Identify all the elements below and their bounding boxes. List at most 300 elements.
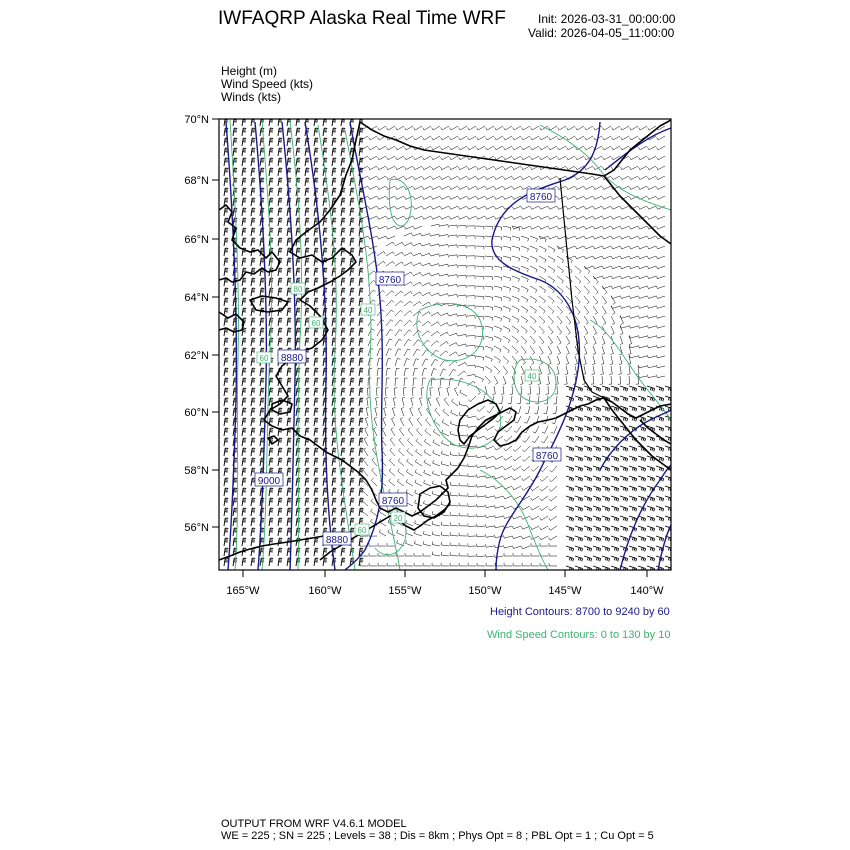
wind-barb <box>420 398 423 407</box>
wind-barb <box>386 349 392 356</box>
wind-contour <box>590 320 671 420</box>
wind-barb <box>432 552 440 556</box>
wind-barb <box>233 508 237 516</box>
wind-barb <box>639 266 648 269</box>
wind-barb <box>359 448 363 456</box>
wind-barb <box>620 516 628 521</box>
wind-barb <box>558 156 566 160</box>
wind-barb <box>530 336 535 344</box>
wind-barb <box>639 375 648 378</box>
wind-barb <box>332 298 336 306</box>
wind-barb <box>612 126 620 130</box>
wind-barb <box>382 428 386 436</box>
wind-barb <box>413 330 421 336</box>
wind-barb <box>251 138 255 146</box>
wind-barb <box>540 486 548 491</box>
wind-barb <box>477 436 486 439</box>
wind-barb <box>415 480 422 486</box>
wind-barb <box>593 406 601 411</box>
wind-barb <box>368 290 376 296</box>
wind-barb <box>521 346 526 354</box>
wind-barb <box>621 136 629 140</box>
wind-barb <box>513 176 522 180</box>
wind-barb <box>251 488 255 496</box>
wind-barb <box>396 156 404 160</box>
wind-barb <box>323 558 327 566</box>
wind-barb <box>359 278 363 286</box>
wind-barb <box>548 316 554 324</box>
wind-barb <box>396 563 404 566</box>
wind-barb <box>305 158 309 166</box>
wind-barb <box>477 166 486 170</box>
wind-barb <box>477 176 486 180</box>
wind-barb <box>535 396 539 404</box>
wind-barb <box>443 409 449 416</box>
wind-barb <box>449 361 457 366</box>
wind-barb <box>548 346 552 355</box>
wind-barb <box>602 556 610 561</box>
wind-barb <box>477 146 486 150</box>
wind-barb <box>314 128 318 136</box>
wind-barb <box>494 376 498 384</box>
wind-barb <box>621 226 630 229</box>
wind-barb <box>441 156 449 160</box>
wind-barb <box>540 156 548 160</box>
wind-barb <box>341 288 345 296</box>
wind-barb <box>513 166 522 170</box>
wind-barb <box>242 408 246 416</box>
wind-barb <box>422 234 431 237</box>
wind-barb <box>612 296 621 299</box>
wind-barb <box>224 508 228 516</box>
wind-barb <box>575 556 583 561</box>
wind-barb <box>364 448 368 456</box>
wind-barb <box>390 438 395 446</box>
wind-barb <box>406 520 413 526</box>
wind-barb <box>359 158 363 166</box>
wind-label: 80 <box>293 285 303 294</box>
wind-barb <box>287 158 291 166</box>
wind-barb <box>602 316 606 325</box>
wind-barb <box>359 478 363 486</box>
wind-barb <box>648 156 656 160</box>
lat-label: 70°N <box>184 114 209 126</box>
wind-barb <box>621 246 630 249</box>
wind-barb <box>386 300 394 306</box>
wind-barb <box>603 186 612 190</box>
wind-barb <box>432 176 441 180</box>
wind-barb <box>592 366 595 375</box>
wind-barb <box>540 146 549 150</box>
wind-barb <box>647 286 656 289</box>
height-contour <box>226 122 236 570</box>
wind-barb <box>423 563 431 566</box>
wind-barb <box>431 273 440 276</box>
wind-barb <box>413 368 418 376</box>
wind-barb <box>594 156 602 160</box>
wind-barb <box>468 454 476 457</box>
wind-barb <box>521 246 529 252</box>
wind-barb <box>278 218 282 226</box>
wind-barb <box>528 386 531 394</box>
wind-barb <box>636 366 639 374</box>
wind-barb <box>575 306 580 314</box>
wind-barb <box>224 518 228 526</box>
wind-barb <box>602 236 611 239</box>
wind-barb <box>397 530 404 536</box>
wind-barb <box>618 376 621 384</box>
wind-barb <box>278 408 282 416</box>
wind-barb <box>522 226 531 229</box>
wind-barb <box>359 358 363 366</box>
wind-barb <box>539 306 545 313</box>
wind-barb <box>522 506 531 510</box>
wind-barb <box>539 316 545 324</box>
wind-barb <box>251 168 255 176</box>
wind-barb <box>639 365 648 368</box>
wind-barb <box>454 388 458 397</box>
wind-barb <box>350 238 354 246</box>
wind-barb <box>269 448 273 456</box>
wind-barb <box>341 198 345 206</box>
wind-barb <box>485 366 492 373</box>
wind-barb <box>575 466 583 471</box>
wind-barb <box>495 156 503 160</box>
wind-barb <box>486 505 494 508</box>
wind-barb <box>242 488 246 496</box>
wind-barb <box>487 406 494 413</box>
wind-barb <box>566 546 574 551</box>
wind-barb <box>548 256 555 263</box>
wind-barb <box>450 186 459 190</box>
wind-barb <box>485 256 493 260</box>
wind-barb <box>576 136 584 140</box>
wind-barb <box>593 516 601 521</box>
wind-barb <box>593 436 601 441</box>
wind-barb <box>530 236 538 242</box>
wind-barb <box>494 486 503 489</box>
wind-barb <box>620 206 629 209</box>
wind-barb <box>621 306 630 309</box>
wind-barb <box>305 528 309 536</box>
wind-barb <box>305 408 309 416</box>
wind-barb <box>224 208 228 216</box>
wind-barb <box>602 506 610 511</box>
wind-barb <box>638 516 646 521</box>
wind-barb <box>251 278 255 286</box>
wind-barb <box>412 388 415 396</box>
wind-barb <box>369 146 378 150</box>
wind-barb <box>242 338 246 346</box>
wind-barb <box>341 398 345 406</box>
wind-barb <box>584 546 592 551</box>
wind-barb <box>584 496 592 501</box>
wind-barb <box>548 206 557 209</box>
wind-barb <box>458 206 467 209</box>
wind-barb <box>504 456 512 460</box>
wind-barb <box>378 563 386 566</box>
valid-time: Valid: 2026-04-05_11:00:00 <box>528 26 675 40</box>
wind-barb <box>305 148 309 156</box>
wind-barb <box>341 428 345 436</box>
wind-barb <box>287 138 291 146</box>
wind-barb <box>377 319 384 326</box>
wind-barb <box>287 268 291 276</box>
wind-barb <box>648 325 657 328</box>
wind-barb <box>602 386 610 391</box>
wind-barb <box>494 206 503 209</box>
wind-barb <box>639 146 648 150</box>
wind-barb <box>296 378 300 386</box>
wind-barb <box>575 496 583 501</box>
wind-barb <box>521 306 528 313</box>
wind-barb <box>558 216 567 219</box>
wind-barb <box>576 216 585 219</box>
wind-barb <box>430 388 433 396</box>
wind-barb <box>477 216 486 219</box>
wind-barb <box>305 238 309 246</box>
wind-barb <box>566 326 570 334</box>
plot-area <box>219 118 673 571</box>
wind-barb <box>530 306 537 313</box>
lat-label: 60°N <box>184 407 209 419</box>
wind-barb <box>424 460 431 466</box>
wind-barb <box>549 553 557 556</box>
wind-barb <box>477 563 485 566</box>
wind-barb <box>422 292 431 296</box>
wind-barb <box>377 251 385 256</box>
wind-barb <box>656 286 665 289</box>
wind-barb <box>648 246 657 249</box>
wind-barb <box>620 236 629 239</box>
wind-barb <box>440 264 449 267</box>
wind-barb <box>657 246 666 249</box>
wind-barb <box>314 138 318 146</box>
wind-barb <box>423 541 431 546</box>
wind-barb <box>629 406 637 411</box>
wind-barb <box>432 532 440 537</box>
wind-barb <box>593 446 601 451</box>
wind-barb <box>378 156 386 160</box>
wind-barb <box>611 436 619 441</box>
wind-barb <box>450 552 458 556</box>
wind-barb <box>584 276 590 284</box>
wind-barb <box>593 256 602 259</box>
wind-barb <box>584 316 588 324</box>
wind-barb <box>459 513 467 516</box>
wind-barb <box>404 291 412 296</box>
wind-barb <box>413 253 422 256</box>
wind-barb <box>540 476 548 481</box>
wind-barb <box>332 288 336 296</box>
wind-barb <box>494 246 502 250</box>
wind-barb <box>539 236 548 239</box>
wind-barb <box>584 206 593 209</box>
wind-barb <box>539 286 546 293</box>
wind-barb <box>657 345 666 348</box>
wind-contour <box>540 125 671 210</box>
wind-barb <box>549 136 557 140</box>
wind-barb <box>432 542 440 546</box>
wind-barb <box>656 506 664 511</box>
wind-barb <box>575 536 583 541</box>
wind-barb <box>422 273 431 276</box>
wind-barb <box>468 533 476 536</box>
wind-barb <box>630 186 639 190</box>
wind-barb <box>332 208 336 216</box>
wind-barb <box>566 356 569 365</box>
wind-barb <box>513 156 521 160</box>
wind-barb <box>378 146 387 150</box>
lon-label: 145°W <box>548 585 582 597</box>
wind-barb <box>242 458 246 466</box>
wind-barb <box>639 325 648 328</box>
wind-barb <box>242 438 246 446</box>
wind-barb <box>424 449 431 456</box>
wind-barb <box>405 196 414 199</box>
wind-barb <box>332 438 336 446</box>
wind-barb <box>341 138 345 146</box>
wind-barb <box>602 476 610 481</box>
wind-barb <box>585 226 594 229</box>
wind-barb <box>575 436 583 441</box>
wind-barb <box>224 188 228 196</box>
wind-barb <box>494 276 502 281</box>
wind-barb <box>647 256 656 259</box>
wind-barb <box>648 306 657 309</box>
wind-barb <box>638 256 647 259</box>
wind-barb <box>656 496 664 501</box>
wind-barb <box>314 228 318 236</box>
wind-barb <box>449 324 458 327</box>
wind-barb <box>512 356 517 364</box>
wind-barb <box>224 228 228 236</box>
wind-barb <box>341 508 345 516</box>
wind-label: 60 <box>357 526 367 535</box>
wind-barb <box>525 406 530 414</box>
wind-barb <box>629 556 637 561</box>
wind-barb <box>567 146 576 150</box>
wind-barb <box>503 286 511 291</box>
wind-barb <box>305 268 309 276</box>
wind-barb <box>629 446 637 451</box>
wind-barb <box>395 320 403 326</box>
wind-barb <box>314 448 318 456</box>
wind-barb <box>639 156 647 160</box>
lat-label: 68°N <box>184 175 209 187</box>
wind-barb <box>522 136 530 140</box>
wind-barb <box>416 449 423 456</box>
wind-barb <box>656 446 664 451</box>
wind-barb <box>369 136 377 140</box>
wind-barb <box>305 368 309 376</box>
wind-barb <box>332 498 336 506</box>
wind-barb <box>531 216 540 219</box>
wind-barb <box>656 426 664 431</box>
wind-barb <box>305 308 309 316</box>
wind-barb <box>287 448 291 456</box>
wind-barb <box>416 439 422 447</box>
wind-barb <box>476 376 483 382</box>
wind-barb <box>522 466 530 471</box>
wind-barb <box>397 479 404 486</box>
wind-barb <box>648 276 657 279</box>
wind-barb <box>224 548 228 556</box>
wind-barb <box>378 176 387 180</box>
wind-barb <box>431 264 440 267</box>
wind-barb <box>513 516 522 519</box>
wind-barb <box>486 136 494 140</box>
wind-barb <box>278 198 282 206</box>
wind-barb <box>269 378 273 386</box>
wind-barb <box>413 263 422 266</box>
wind-barb <box>287 238 291 246</box>
wind-barb <box>395 339 402 346</box>
wind-barb <box>450 512 458 516</box>
wind-barb <box>611 296 615 304</box>
wind-barb <box>377 358 382 366</box>
wind-barb <box>395 206 404 209</box>
wind-barb <box>449 265 457 268</box>
wind-barb <box>512 326 519 333</box>
wind-barb <box>656 526 664 531</box>
wind-barb <box>566 556 574 561</box>
wind-barb <box>603 226 612 229</box>
wind-barb <box>467 276 475 279</box>
wind-barb <box>468 474 476 477</box>
wind-barb <box>612 146 621 150</box>
wind-barb <box>386 291 394 296</box>
wind-barb <box>638 206 647 209</box>
wind-barb <box>485 356 492 362</box>
wind-barb <box>431 331 439 336</box>
wind-barb <box>494 306 502 311</box>
wind-barb <box>494 326 502 332</box>
wind-barb <box>314 368 318 376</box>
wind-barb <box>359 508 363 516</box>
wind-barb <box>521 316 528 323</box>
wind-barb <box>378 126 386 130</box>
wind-barb <box>657 196 666 199</box>
wind-barb <box>477 554 485 557</box>
wind-barb <box>350 208 354 216</box>
wind-barb <box>451 410 458 416</box>
wind-barb <box>611 346 614 355</box>
wind-barb <box>404 233 413 236</box>
wind-barb <box>530 316 536 323</box>
wind-barb <box>323 128 327 136</box>
wind-barb <box>409 418 413 426</box>
wind-barb <box>531 536 540 539</box>
wind-barb <box>381 458 386 466</box>
wind-barb <box>512 236 520 241</box>
wind-barb <box>251 398 255 406</box>
wind-barb <box>504 545 513 548</box>
wind-barb <box>639 186 648 190</box>
wind-barb <box>620 496 628 501</box>
wind-barb <box>350 388 354 396</box>
wind-barb <box>593 466 601 471</box>
wind-barb <box>467 316 475 319</box>
wind-barb <box>512 526 521 529</box>
wind-barb <box>323 518 327 526</box>
wind-barb <box>387 196 396 199</box>
wind-barb <box>567 186 576 190</box>
wind-barb <box>459 483 467 486</box>
wind-barb <box>531 136 539 140</box>
wind-barb <box>494 476 503 479</box>
wind-barb <box>647 315 656 318</box>
